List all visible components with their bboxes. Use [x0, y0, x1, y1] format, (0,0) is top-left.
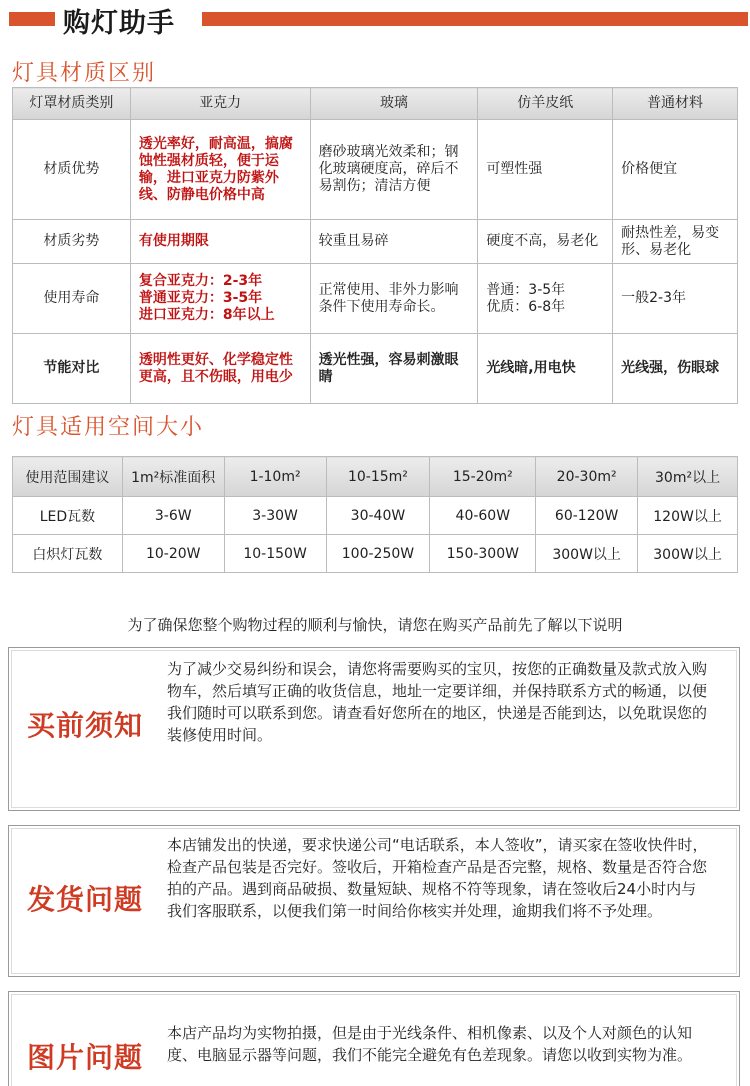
- notice-box-before-purchase: [8, 647, 740, 811]
- table-cell: 150-300W: [430, 535, 536, 573]
- table-cell: 3-30W: [224, 497, 326, 535]
- section-title-space: 灯具适用空间大小: [12, 415, 205, 440]
- row-label: LED瓦数: [13, 497, 123, 535]
- intro-text: 为了确保您整个购物过程的顺利与愉快，请您在购买产品前先了解以下说明: [127, 616, 623, 634]
- header-accent-bar-right: [202, 12, 748, 26]
- table-cell: 30-40W: [326, 497, 430, 535]
- table-cell: 磨砂玻璃光效柔和；钢化玻璃硬度高，碎后不易割伤；清洁方便: [310, 120, 478, 220]
- table-cell: 300W以上: [536, 535, 638, 573]
- notice-box-images: [8, 991, 740, 1086]
- table-row: [13, 220, 738, 264]
- table-row: [13, 334, 738, 404]
- notice-text: 本店铺发出的快递，要求快递公司“电话联系，本人签收”，请买家在签收快件时，检查产品包装是否完好。签收后，开箱检查产品是否完整，规格、数量是否符合您拍的产品。遇到商品破损、数量短缺、规格不符等现象，请在签收后24小时内与我们客服联系，以便我们第一时间给你核实并处理，逾期我们将不予处理。: [167, 836, 708, 920]
- table-cell: 10-20W: [122, 535, 224, 573]
- header-accent-bar-left: [9, 12, 55, 26]
- notice-title: 图片问题: [27, 1041, 144, 1074]
- table-cell: 60-120W: [536, 497, 638, 535]
- table-header-cell: 30m²以上: [638, 457, 738, 497]
- table-cell: 普通：3-5年 优质：6-8年: [478, 264, 613, 334]
- section-title-material: 灯具材质区别: [12, 61, 157, 86]
- table-header-cell: 10-15m²: [326, 457, 430, 497]
- table-cell: 40-60W: [430, 497, 536, 535]
- material-comparison-table: [12, 87, 738, 404]
- table-cell: 复合亚克力：2-3年 普通亚克力：3-5年 进口亚克力：8年以上: [130, 264, 310, 334]
- table-cell: 透明性更好、化学稳定性更高，且不伤眼，用电少: [130, 334, 310, 404]
- table-cell: 价格便宜: [613, 120, 738, 220]
- table-header-cell: 20-30m²: [536, 457, 638, 497]
- table-header-cell: 亚克力: [130, 88, 310, 120]
- table-cell: 有使用期限: [130, 220, 310, 264]
- table-cell: 300W以上: [638, 535, 738, 573]
- table-cell: 120W以上: [638, 497, 738, 535]
- table-cell: 100-250W: [326, 535, 430, 573]
- space-wattage-table: [12, 456, 738, 573]
- table-row: [13, 497, 738, 535]
- table-cell: 光线强，伤眼球: [613, 334, 738, 404]
- table-header-cell: 普通材料: [613, 88, 738, 120]
- row-label: 节能对比: [13, 334, 131, 404]
- table-cell: 10-150W: [224, 535, 326, 573]
- page-header: [0, 0, 750, 42]
- notice-title: 买前须知: [27, 709, 144, 742]
- table-header-row: [13, 457, 738, 497]
- table-header-cell: 灯罩材质类别: [13, 88, 131, 120]
- row-label: 材质优势: [13, 120, 131, 220]
- table-cell: 3-6W: [122, 497, 224, 535]
- table-row: [13, 264, 738, 334]
- table-cell: 透光性强，容易刺激眼睛: [310, 334, 478, 404]
- row-label: 材质劣势: [13, 220, 131, 264]
- notice-text: 为了减少交易纠纷和误会，请您将需要购买的宝贝，按您的正确数量及款式放入购物车，然后填写正确的收货信息，地址一定要详细，并保持联系方式的畅通，以便我们随时可以联系到您。请查看好您所在的地区，快递是否能到达，以免耽误您的装修使用时间。: [167, 660, 708, 744]
- notice-text: 本店产品均为实物拍摄，但是由于光线条件、相机像素、以及个人对颜色的认知度、电脑显示器等问题，我们不能完全避免有色差现象。请您以收到实物为准。: [167, 1024, 693, 1064]
- notice-box-shipping: [8, 825, 740, 977]
- table-cell: 一般2-3年: [613, 264, 738, 334]
- row-label: 白炽灯瓦数: [13, 535, 123, 573]
- table-header-cell: 仿羊皮纸: [478, 88, 613, 120]
- table-cell: 透光率好，耐高温，搞腐蚀性强材质轻，便于运输，进口亚克力防紫外线、防静电价格中高: [130, 120, 310, 220]
- table-row: [13, 535, 738, 573]
- notice-title: 发货问题: [27, 883, 144, 916]
- table-cell: 正常使用、非外力影响条件下使用寿命长。: [310, 264, 478, 334]
- table-row: [13, 120, 738, 220]
- table-cell: 光线暗,用电快: [478, 334, 613, 404]
- table-header-cell: 使用范围建议: [13, 457, 123, 497]
- table-header-cell: 15-20m²: [430, 457, 536, 497]
- page-title: 购灯助手: [63, 8, 175, 39]
- row-label: 使用寿命: [13, 264, 131, 334]
- table-cell: 耐热性差，易变形、易老化: [613, 220, 738, 264]
- table-header-cell: 1m²标准面积: [122, 457, 224, 497]
- table-header-cell: 1-10m²: [224, 457, 326, 497]
- table-header-cell: 玻璃: [310, 88, 478, 120]
- table-cell: 硬度不高，易老化: [478, 220, 613, 264]
- table-cell: 较重且易碎: [310, 220, 478, 264]
- table-cell: 可塑性强: [478, 120, 613, 220]
- table-header-row: [13, 88, 738, 120]
